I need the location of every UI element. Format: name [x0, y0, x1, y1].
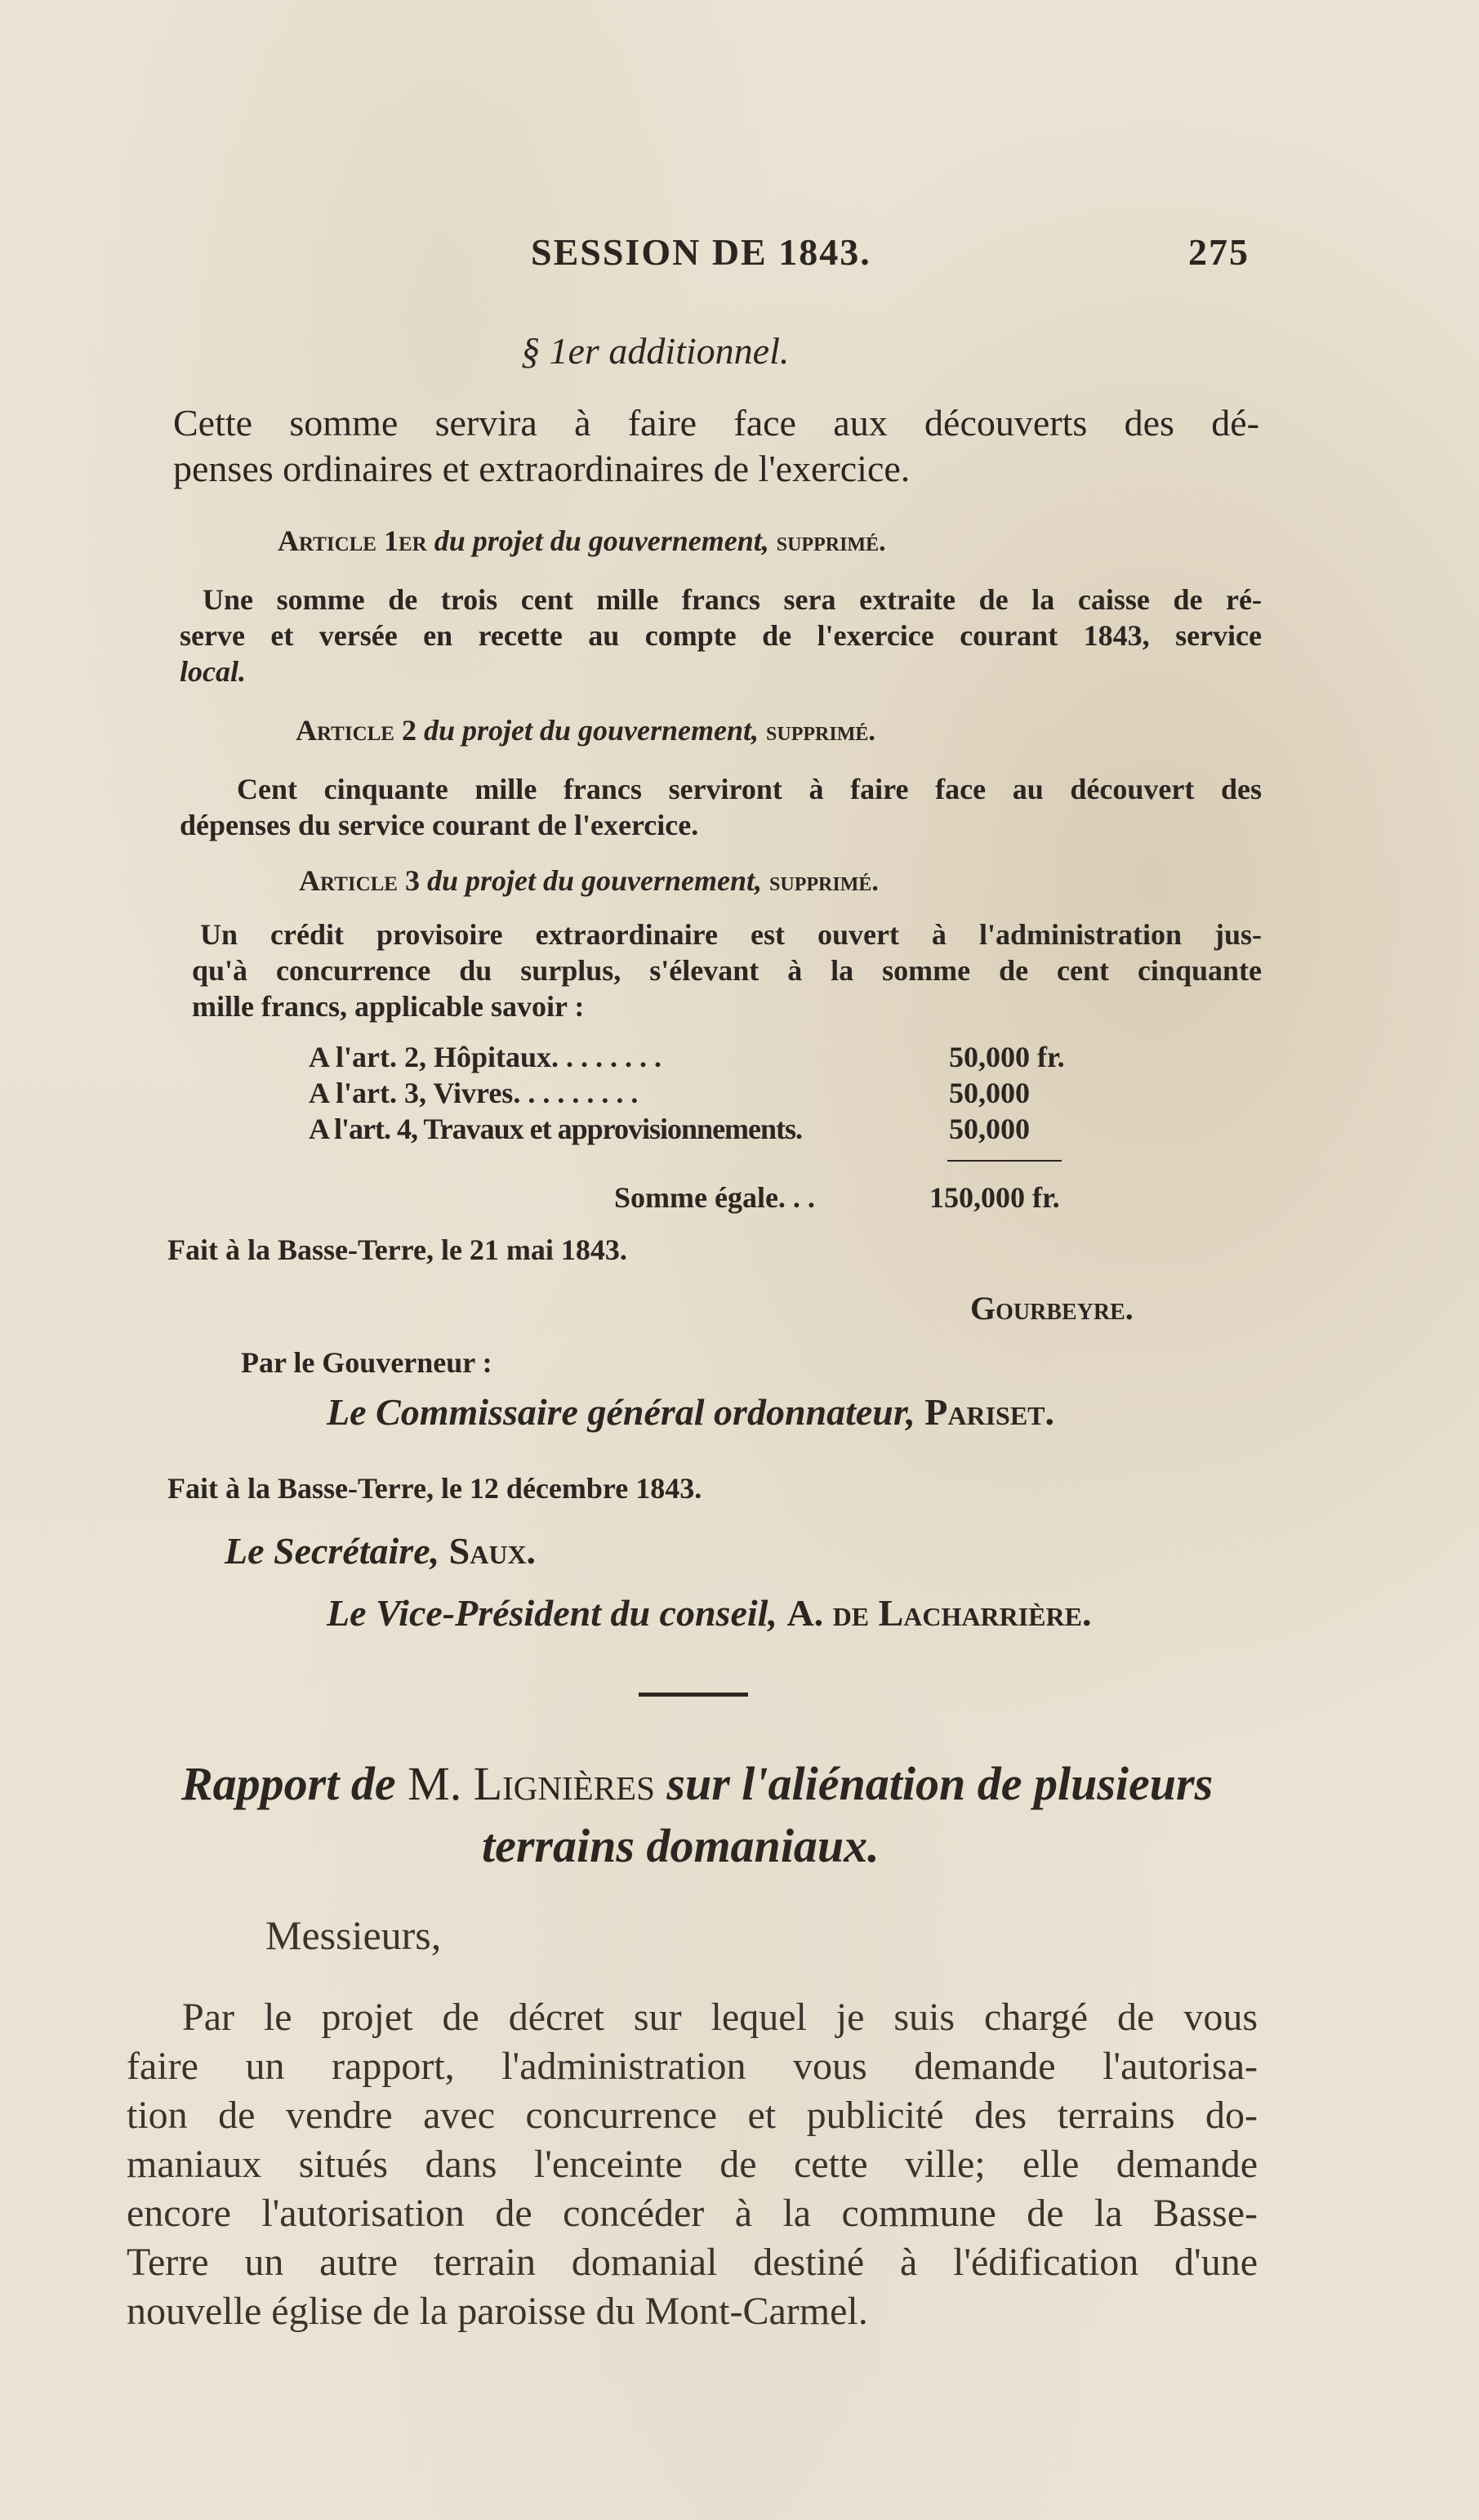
article2-heading: [296, 712, 875, 750]
rapport-title-part: Rapport de: [181, 1757, 396, 1810]
paragraph-line: mille francs, applicable savoir :: [192, 990, 585, 1023]
allocation-item-label: A l'art. 4, Travaux et approvisionnements.: [309, 1113, 803, 1145]
allocation-item-amount: 50,000 fr.: [949, 1041, 1065, 1073]
paragraph-line: serve et versée en recette au compte de l'exercice courant 1843, service: [180, 619, 1262, 652]
paragraph-line: encore l'autorisation de concéder à la commune de la Basse-: [127, 2192, 1258, 2235]
article-label: Article 2: [296, 714, 417, 747]
rapport-paragraph: [127, 1993, 1258, 2336]
paragraph-line: local.: [180, 655, 246, 688]
signatory-title: Le Secrétaire,: [225, 1530, 440, 1572]
paragraph-line: dépenses du service courant de l'exercice.: [180, 809, 699, 841]
article-status: supprimé.: [776, 527, 886, 557]
paragraph-line: tion de vendre avec concurrence et publicité des terrains do-: [127, 2094, 1258, 2137]
paragraph-line: faire un rapport, l'administration vous demande l'autorisa-: [127, 2045, 1258, 2088]
commissaire-line: [327, 1390, 1054, 1434]
article3-paragraph: [192, 917, 1262, 1024]
article-source: du projet du gouvernement,: [434, 524, 769, 557]
paragraph-line: nouvelle église de la paroisse du Mont-Carmel.: [127, 2290, 868, 2333]
paragraph-line: Par le projet de décret sur lequel je suis chargé de vous: [182, 1996, 1258, 2039]
paragraph-line: Cent cinquante mille francs serviront à faire face au découvert des: [237, 773, 1262, 805]
allocation-item-amount: 50,000: [949, 1113, 1030, 1145]
signatory-name: A. de Lacharrière.: [786, 1592, 1092, 1634]
page-number: 275: [1188, 231, 1250, 273]
paragraph-line: penses ordinaires et extraordinaires de l'exercice.: [173, 448, 911, 489]
sum-rule: [947, 1160, 1062, 1162]
allocation-item-amount: 50,000: [949, 1077, 1030, 1109]
place-date-1: Fait à la Basse-Terre, le 21 mai 1843.: [167, 1233, 627, 1266]
salutation: Messieurs,: [265, 1912, 442, 1958]
article-label: Article 3: [299, 864, 420, 897]
place-date-2: Fait à la Basse-Terre, le 12 décembre 1843.: [167, 1472, 702, 1505]
article-label: Article 1er: [278, 524, 427, 557]
paragraph-line: Un crédit provisoire extraordinaire est ouvert à l'administration jus-: [200, 918, 1262, 951]
vice-president-line: [327, 1591, 1091, 1635]
article2-paragraph: [180, 771, 1262, 843]
running-header: SESSION DE 1843.: [531, 231, 871, 273]
article1-paragraph: [180, 582, 1262, 689]
total-amount: 150,000 fr.: [929, 1181, 1060, 1214]
signatory-name: Pariset.: [924, 1391, 1055, 1433]
paragraph-line: qu'à concurrence du surplus, s'élevant à la somme de cent cinquante: [192, 954, 1262, 987]
signatory-title: Le Vice-Président du conseil,: [327, 1592, 777, 1634]
article-status: supprimé.: [769, 867, 879, 897]
rapport-title-line-2: terrains domaniaux.: [482, 1819, 880, 1872]
signatory-name: Saux.: [448, 1530, 537, 1572]
par-le-gouverneur: Par le Gouverneur :: [241, 1346, 492, 1379]
rapport-title-line-1: [181, 1756, 1213, 1811]
paragraph-line: Cette somme servira à faire face aux découverts des dé-: [173, 402, 1259, 444]
article-status: supprimé.: [766, 716, 875, 747]
section-heading: § 1er additionnel.: [521, 330, 790, 372]
paragraph-line: maniaux situés dans l'enceinte de cette ville; elle demande: [127, 2143, 1258, 2186]
signatory-title: Le Commissaire général ordonnateur,: [327, 1391, 915, 1433]
secretaire-line: [225, 1529, 536, 1572]
section1-paragraph: [173, 400, 1259, 492]
article-source: du projet du gouvernement,: [426, 864, 763, 897]
article-source: du projet du gouvernement,: [423, 714, 760, 747]
rapport-title-part: sur l'aliénation de plusieurs: [666, 1757, 1214, 1810]
total-label: Somme égale. . .: [614, 1181, 815, 1214]
governor-signature: Gourbeyre.: [970, 1290, 1134, 1327]
paragraph-line: Terre un autre terrain domanial destiné à l'édification d'une: [127, 2241, 1258, 2284]
allocation-item-label: A l'art. 3, Vivres. . . . . . . . .: [309, 1077, 639, 1109]
section-separator: [639, 1693, 748, 1697]
paragraph-line: Une somme de trois cent mille francs sera extraite de la caisse de ré-: [203, 583, 1262, 616]
allocation-item-label: A l'art. 2, Hôpitaux. . . . . . . .: [309, 1041, 662, 1073]
article3-heading: [299, 863, 879, 900]
rapport-author: M. Lignières: [408, 1757, 655, 1810]
article1-heading: [278, 523, 886, 560]
